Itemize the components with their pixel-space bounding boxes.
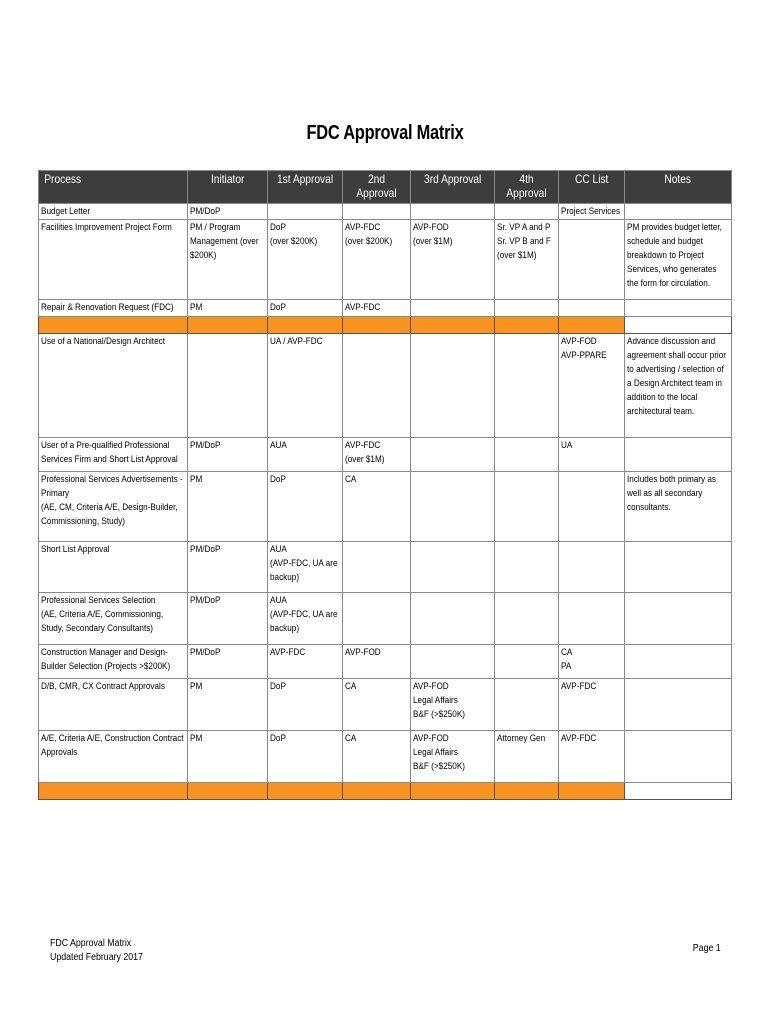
cell-process xyxy=(39,645,188,679)
cell-cc-list xyxy=(559,645,625,679)
separator-cell xyxy=(39,317,188,334)
cell-notes xyxy=(625,204,732,220)
table-row xyxy=(39,645,732,679)
cell-3rd-approval xyxy=(411,731,495,783)
cell-text: PM/DoP xyxy=(190,647,221,658)
cell-3rd-approval xyxy=(411,593,495,645)
cell-initiator xyxy=(188,334,268,438)
cell-text: User of a Pre-qualified Professional Services Firm and Short List Approval xyxy=(41,440,178,465)
cell-2nd-approval xyxy=(343,438,411,472)
cell-1st-approval xyxy=(268,438,343,472)
cell-text: AVP-FDC (over $1M) xyxy=(345,440,385,465)
cell-process xyxy=(39,204,188,220)
cell-text: Facilities Improvement Project Form xyxy=(41,222,172,233)
cell-text: DoP xyxy=(270,302,286,313)
cell-text: A/E, Criteria A/E, Construction Contract Approvals xyxy=(41,733,184,758)
footer-doc-title: FDC Approval Matrix xyxy=(50,938,132,949)
separator-cell xyxy=(411,783,495,800)
cell-process xyxy=(39,542,188,593)
cell-4th-approval xyxy=(495,438,559,472)
cell-2nd-approval xyxy=(343,731,411,783)
cell-1st-approval xyxy=(268,220,343,300)
cell-2nd-approval xyxy=(343,472,411,542)
cell-text: CA PA xyxy=(561,647,573,672)
cell-text: Budget Letter xyxy=(41,206,91,217)
cell-2nd-approval xyxy=(343,679,411,731)
cell-text: AVP-FOD xyxy=(345,647,381,658)
cell-cc-list xyxy=(559,334,625,438)
col-header-3rd-approval: 3rd Approval xyxy=(411,171,495,204)
cell-cc-list xyxy=(559,542,625,593)
cell-3rd-approval xyxy=(411,220,495,300)
page-number: Page 1 xyxy=(693,943,721,954)
cell-cc-list xyxy=(559,220,625,300)
cell-4th-approval xyxy=(495,300,559,317)
cell-1st-approval xyxy=(268,472,343,542)
cell-text: D/B, CMR, CX Contract Approvals xyxy=(41,681,165,692)
cell-text: PM / Program Management (over $200K) xyxy=(190,222,259,261)
col-header-initiator: Initiator xyxy=(188,171,268,204)
separator-cell xyxy=(268,317,343,334)
cell-process xyxy=(39,334,188,438)
cell-notes xyxy=(625,731,732,783)
cell-text: AVP-FDC (over $200K) xyxy=(345,222,393,247)
cell-initiator xyxy=(188,438,268,472)
cell-text: Professional Services Selection (AE, Criteria A/E, Commissioning, Study, Secondary Consultants) xyxy=(41,595,164,634)
cell-text: Short List Approval xyxy=(41,544,110,555)
cell-4th-approval xyxy=(495,334,559,438)
cell-4th-approval xyxy=(495,731,559,783)
cell-3rd-approval xyxy=(411,645,495,679)
separator-cell xyxy=(343,317,411,334)
table-row xyxy=(39,220,732,300)
cell-initiator xyxy=(188,645,268,679)
cell-text: AUA xyxy=(270,440,287,451)
separator-cell xyxy=(495,783,559,800)
cell-text: Repair & Renovation Request (FDC) xyxy=(41,302,174,313)
cell-text: PM xyxy=(190,474,203,485)
cell-text: PM xyxy=(190,733,203,744)
col-header-cc-list: CC List xyxy=(559,171,625,204)
cell-text: PM/DoP xyxy=(190,440,221,451)
cell-4th-approval xyxy=(495,679,559,731)
cell-initiator xyxy=(188,542,268,593)
table-row xyxy=(39,593,732,645)
separator-cell xyxy=(188,317,268,334)
footer-info xyxy=(50,937,143,965)
cell-3rd-approval xyxy=(411,679,495,731)
footer-updated: Updated February 2017 xyxy=(50,952,143,963)
cell-4th-approval xyxy=(495,593,559,645)
table-row xyxy=(39,472,732,542)
cell-text: AUA (AVP-FDC, UA are backup) xyxy=(270,595,338,634)
cell-1st-approval xyxy=(268,679,343,731)
cell-notes xyxy=(625,593,732,645)
cell-text: DoP xyxy=(270,474,286,485)
cell-text: AVP-FOD (over $1M) xyxy=(413,222,453,247)
cell-text: Attorney Gen xyxy=(497,733,546,744)
separator-cell xyxy=(268,783,343,800)
cell-cc-list xyxy=(559,679,625,731)
col-header-4th-approval: 4th Approval xyxy=(495,171,559,204)
separator-cell xyxy=(625,317,732,334)
col-header-process: Process xyxy=(39,171,188,204)
cell-text: AVP-FOD Legal Affairs B&F (>$250K) xyxy=(413,681,466,720)
cell-2nd-approval xyxy=(343,334,411,438)
cell-text: Professional Services Advertisements - Primary (AE, CM, Criteria A/E, Design-Builder, Commissioning, Study) xyxy=(41,474,183,527)
cell-text: PM provides budget letter, schedule and budget breakdown to Project Services, who generates the form for circulation. xyxy=(627,222,722,289)
cell-process xyxy=(39,593,188,645)
cell-text: Construction Manager and Design-Builder Selection (Projects >$200K) xyxy=(41,647,171,672)
cell-2nd-approval xyxy=(343,204,411,220)
approval-matrix-table xyxy=(38,170,732,800)
cell-initiator xyxy=(188,220,268,300)
cell-initiator xyxy=(188,731,268,783)
cell-1st-approval xyxy=(268,334,343,438)
cell-text: AVP-FDC xyxy=(345,302,381,313)
cell-cc-list xyxy=(559,204,625,220)
cell-1st-approval xyxy=(268,593,343,645)
cell-process xyxy=(39,472,188,542)
cell-text: UA xyxy=(561,440,573,451)
cell-notes xyxy=(625,679,732,731)
col-header-1st-approval: 1st Approval xyxy=(268,171,343,204)
cell-text: PM/DoP xyxy=(190,595,221,606)
cell-text: AVP-FOD AVP-PPARE xyxy=(561,336,607,361)
cell-process xyxy=(39,731,188,783)
cell-4th-approval xyxy=(495,220,559,300)
table-row xyxy=(39,731,732,783)
cell-3rd-approval xyxy=(411,204,495,220)
page-title: FDC Approval Matrix xyxy=(306,122,464,144)
cell-initiator xyxy=(188,472,268,542)
cell-text: AVP-FDC xyxy=(561,681,597,692)
cell-3rd-approval xyxy=(411,300,495,317)
section-separator-row xyxy=(39,317,732,334)
cell-initiator xyxy=(188,300,268,317)
table-row xyxy=(39,300,732,317)
cell-text: CA xyxy=(345,474,357,485)
cell-initiator xyxy=(188,679,268,731)
cell-process xyxy=(39,679,188,731)
cell-text: Sr. VP A and P Sr. VP B and F (over $1M) xyxy=(497,222,551,261)
table-row xyxy=(39,679,732,731)
cell-text: DoP xyxy=(270,733,286,744)
cell-text: CA xyxy=(345,681,357,692)
cell-initiator xyxy=(188,204,268,220)
cell-initiator xyxy=(188,593,268,645)
cell-text: PM xyxy=(190,302,203,313)
cell-4th-approval xyxy=(495,645,559,679)
separator-cell xyxy=(495,317,559,334)
table-row xyxy=(39,204,732,220)
cell-2nd-approval xyxy=(343,542,411,593)
cell-text: PM/DoP xyxy=(190,206,221,217)
cell-text: PM xyxy=(190,681,203,692)
separator-cell xyxy=(188,783,268,800)
cell-3rd-approval xyxy=(411,542,495,593)
cell-text: AVP-FOD Legal Affairs B&F (>$250K) xyxy=(413,733,466,772)
cell-process xyxy=(39,300,188,317)
separator-cell xyxy=(559,317,625,334)
table-row xyxy=(39,334,732,438)
cell-text: CA xyxy=(345,733,357,744)
cell-1st-approval xyxy=(268,542,343,593)
cell-notes xyxy=(625,645,732,679)
cell-text: Project Services xyxy=(561,206,621,217)
cell-2nd-approval xyxy=(343,220,411,300)
separator-cell xyxy=(625,783,732,800)
separator-cell xyxy=(411,317,495,334)
cell-text: AVP-FDC xyxy=(561,733,597,744)
cell-notes xyxy=(625,438,732,472)
col-header-notes: Notes xyxy=(625,171,732,204)
cell-process xyxy=(39,438,188,472)
separator-cell xyxy=(343,783,411,800)
header-row xyxy=(39,171,732,204)
cell-cc-list xyxy=(559,300,625,317)
cell-2nd-approval xyxy=(343,593,411,645)
separator-cell xyxy=(39,783,188,800)
cell-notes xyxy=(625,472,732,542)
cell-cc-list xyxy=(559,593,625,645)
cell-process xyxy=(39,220,188,300)
cell-notes xyxy=(625,542,732,593)
cell-notes xyxy=(625,334,732,438)
table-row xyxy=(39,438,732,472)
cell-4th-approval xyxy=(495,472,559,542)
cell-4th-approval xyxy=(495,542,559,593)
cell-cc-list xyxy=(559,472,625,542)
cell-2nd-approval xyxy=(343,645,411,679)
cell-text: Includes both primary as well as all secondary consultants. xyxy=(627,474,717,513)
cell-1st-approval xyxy=(268,300,343,317)
cell-text: Use of a National/Design Architect xyxy=(41,336,165,347)
cell-notes xyxy=(625,220,732,300)
cell-3rd-approval xyxy=(411,438,495,472)
section-separator-row xyxy=(39,783,732,800)
cell-cc-list xyxy=(559,438,625,472)
cell-text: AVP-FDC xyxy=(270,647,306,658)
col-header-2nd-approval: 2nd Approval xyxy=(343,171,411,204)
cell-text: DoP (over $200K) xyxy=(270,222,318,247)
cell-text: PM/DoP xyxy=(190,544,221,555)
cell-4th-approval xyxy=(495,204,559,220)
cell-text: UA / AVP-FDC xyxy=(270,336,323,347)
table-row xyxy=(39,542,732,593)
cell-text: DoP xyxy=(270,681,286,692)
separator-cell xyxy=(559,783,625,800)
cell-cc-list xyxy=(559,731,625,783)
cell-text: Advance discussion and agreement shall occur prior to advertising / selection of a Design Architect team in addition to the local architectural team. xyxy=(627,336,726,417)
cell-1st-approval xyxy=(268,645,343,679)
cell-notes xyxy=(625,300,732,317)
cell-1st-approval xyxy=(268,731,343,783)
cell-text: AUA (AVP-FDC, UA are backup) xyxy=(270,544,338,583)
cell-3rd-approval xyxy=(411,472,495,542)
cell-2nd-approval xyxy=(343,300,411,317)
cell-1st-approval xyxy=(268,204,343,220)
cell-3rd-approval xyxy=(411,334,495,438)
